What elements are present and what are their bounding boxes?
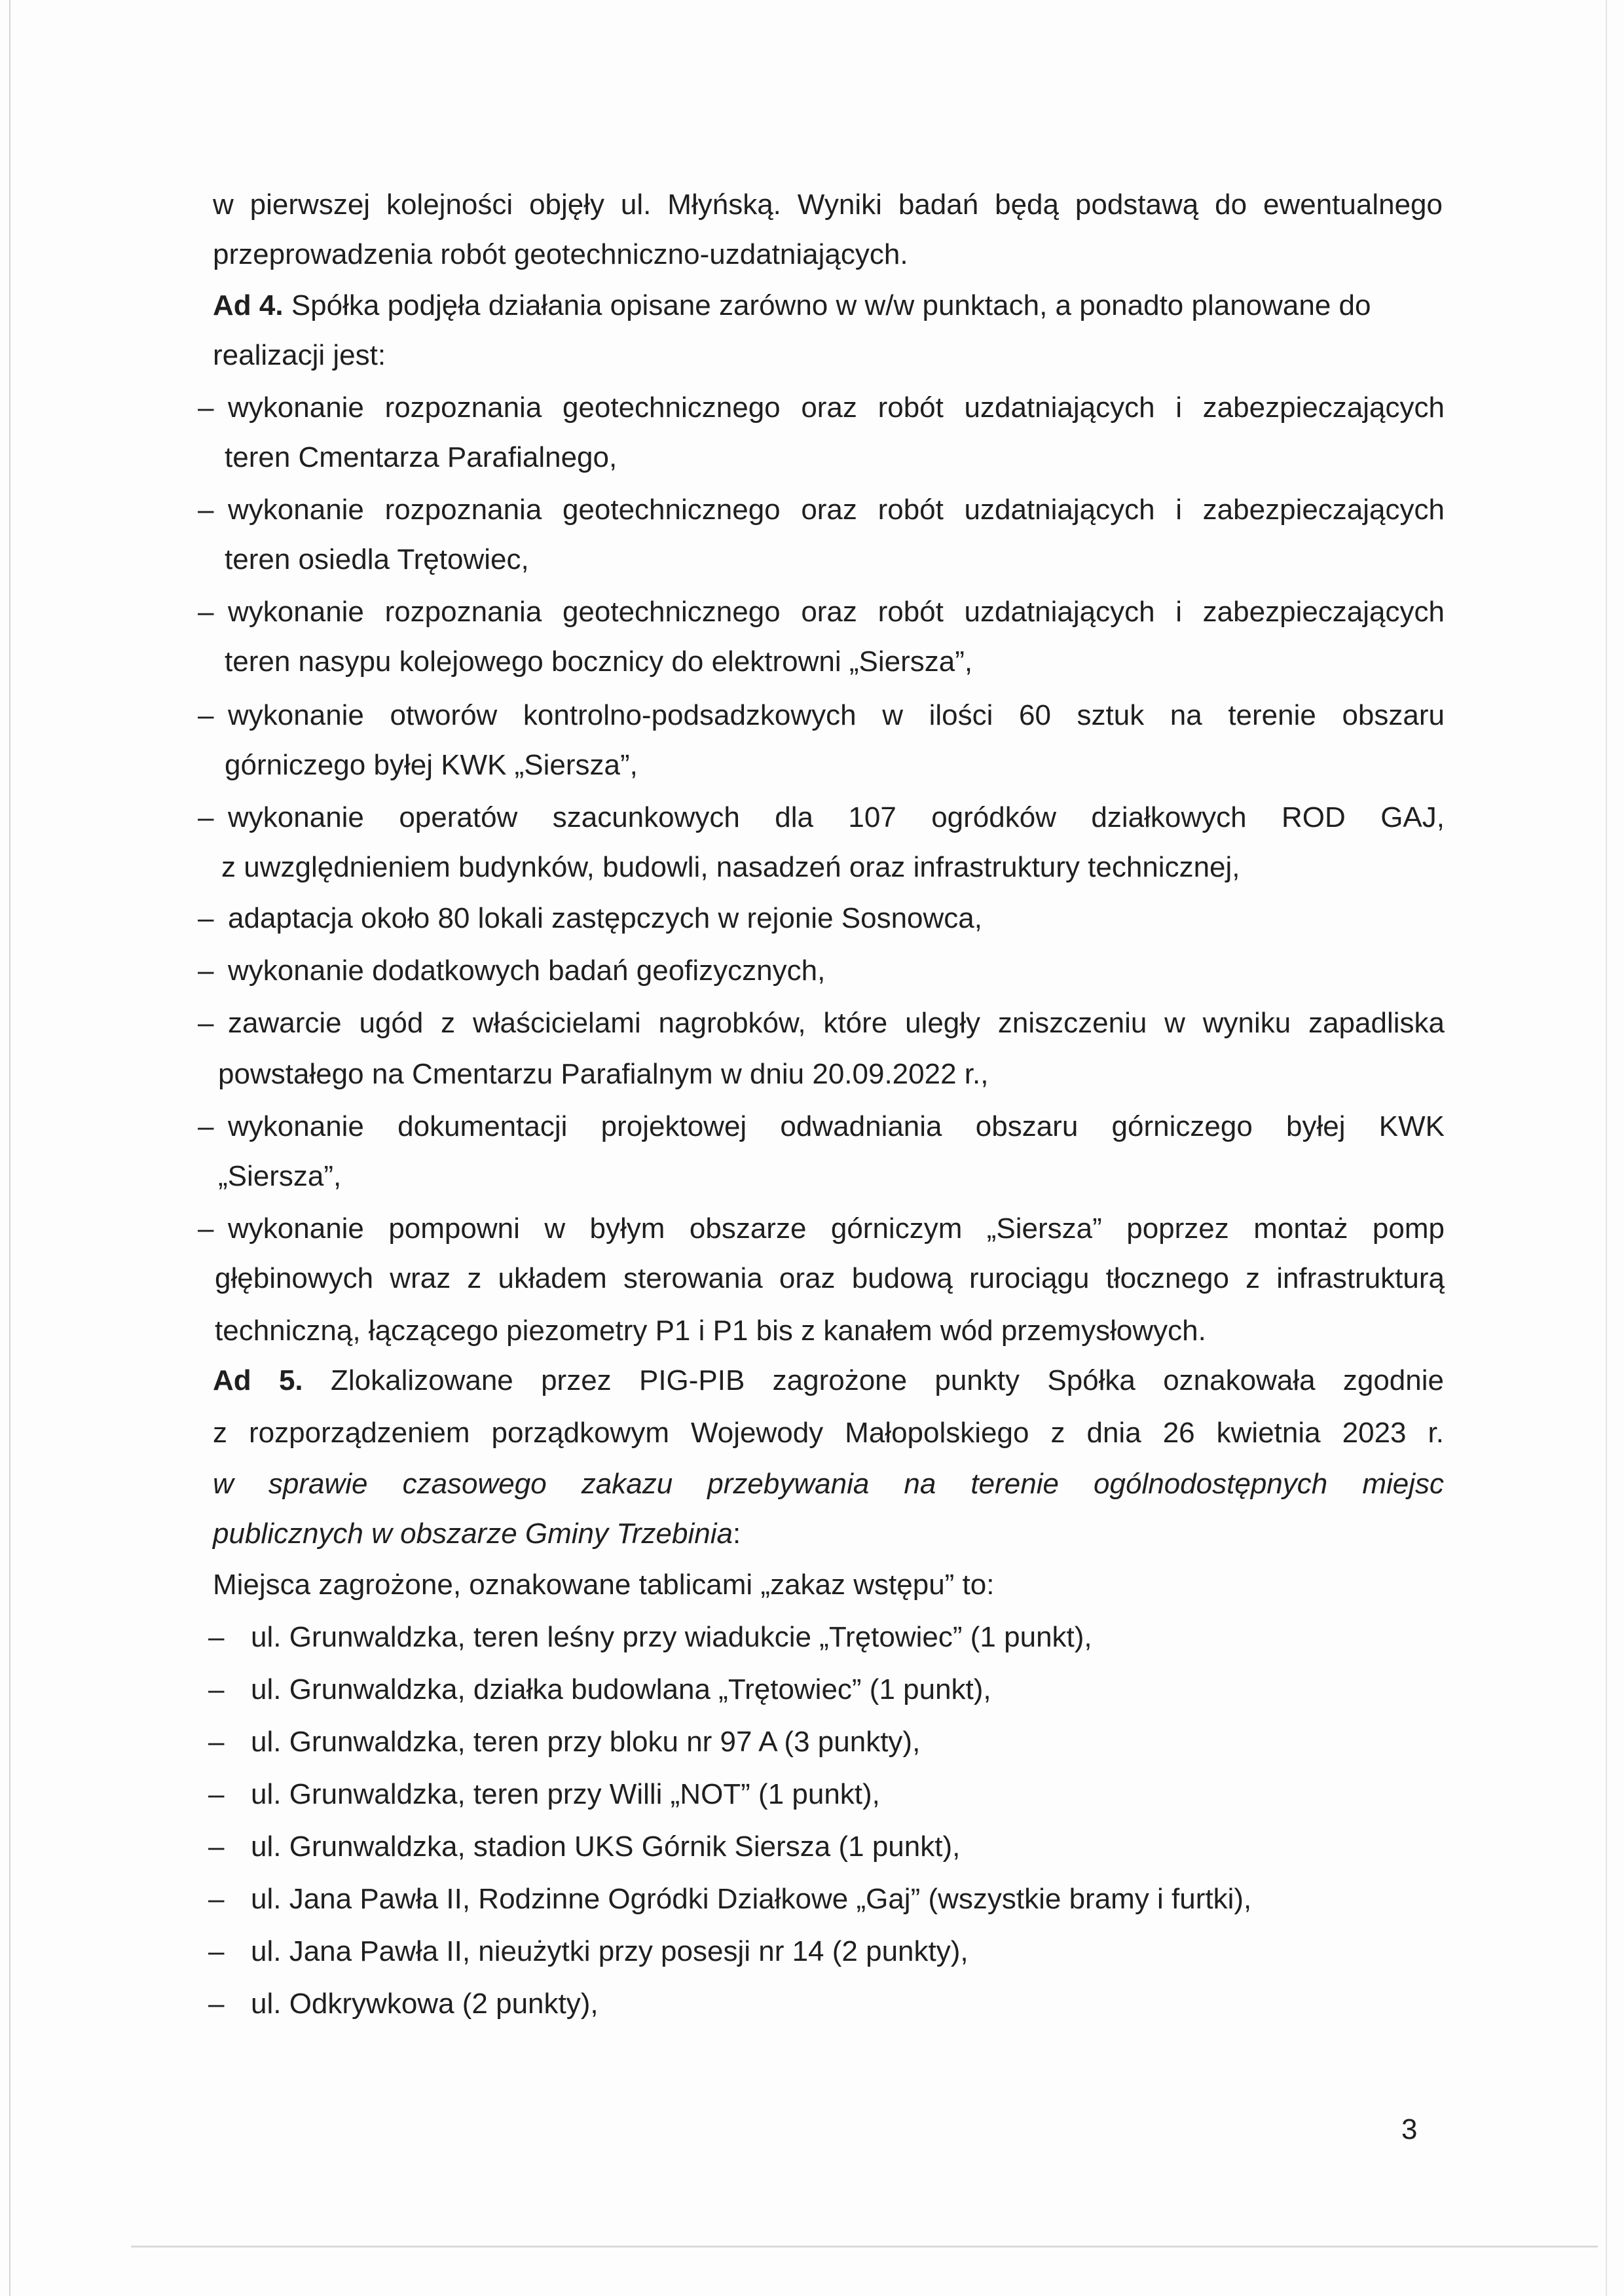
scan-edge-right <box>1606 0 1607 2296</box>
list-bullet: – <box>208 1935 225 1967</box>
list-bullet: – <box>208 1883 225 1915</box>
list-bullet: – <box>198 494 214 526</box>
place-item: ul. Odkrywkowa (2 punkty), <box>251 1988 599 2020</box>
list-item: adaptacja około 80 lokali zastępczych w rejonie Sosnowca, <box>228 902 982 934</box>
list-bullet: – <box>198 699 214 731</box>
list-item: wykonanie rozpoznania geotechnicznego oraz robót uzdatniających i zabezpieczających <box>228 494 1445 526</box>
body-text-line: z rozporządzeniem porządkowym Wojewody Małopolskiego z dnia 26 kwietnia 2023 r. <box>213 1417 1444 1449</box>
body-text-line: w pierwszej kolejności objęły ul. Młyńską. Wyniki badań będą podstawą do ewentualnego <box>213 189 1443 221</box>
list-bullet: – <box>208 1673 225 1705</box>
list-item-cont: powstałego na Cmentarzu Parafialnym w dniu 20.09.2022 r., <box>218 1058 989 1090</box>
list-bullet: – <box>208 1988 225 2020</box>
place-item: ul. Grunwaldzka, teren leśny przy wiadukcie „Trętowiec” (1 punkt), <box>251 1621 1092 1653</box>
list-item: zawarcie ugód z właścicielami nagrobków, które uległy zniszczeniu w wyniku zapadliska <box>228 1007 1445 1039</box>
scan-edge-left <box>9 0 10 2296</box>
list-item: wykonanie operatów szacunkowych dla 107 ogródków działkowych ROD GAJ, <box>228 801 1445 833</box>
list-item-cont: techniczną, łączącego piezometry P1 i P1 bis z kanałem wód przemysłowych. <box>215 1315 1206 1347</box>
list-item-cont: górniczego byłej KWK „Siersza”, <box>225 749 638 781</box>
place-item: ul. Jana Pawła II, Rodzinne Ogródki Działkowe „Gaj” (wszystkie bramy i furtki), <box>251 1883 1252 1915</box>
section-label: Ad 5. <box>213 1364 303 1396</box>
body-text-italic: publicznych w obszarze Gminy Trzebinia <box>213 1518 733 1550</box>
list-bullet: – <box>198 1212 214 1245</box>
list-bullet: – <box>198 392 214 424</box>
list-item-cont: teren osiedla Trętowiec, <box>225 543 529 575</box>
section-ad5 <box>213 1363 1444 1398</box>
place-item: ul. Jana Pawła II, nieużytki przy posesji nr 14 (2 punkty), <box>251 1935 969 1967</box>
place-item: ul. Grunwaldzka, teren przy bloku nr 97 A (3 punkty), <box>251 1726 921 1758</box>
body-text: Spółka podjęła działania opisane zarówno w w/w punktach, a ponadto planowane do <box>291 289 1371 321</box>
list-item: wykonanie rozpoznania geotechnicznego oraz robót uzdatniających i zabezpieczających <box>228 596 1445 628</box>
list-bullet: – <box>208 1778 225 1810</box>
list-item: wykonanie dodatkowych badań geofizycznych, <box>228 955 826 987</box>
list-bullet: – <box>208 1621 225 1653</box>
list-item: wykonanie rozpoznania geotechnicznego oraz robót uzdatniających i zabezpieczających <box>228 392 1445 424</box>
list-bullet: – <box>198 1007 214 1039</box>
list-item-cont: z uwzględnieniem budynków, budowli, nasadzeń oraz infrastruktury technicznej, <box>221 851 1240 883</box>
list-bullet: – <box>208 1831 225 1863</box>
list-item: wykonanie dokumentacji projektowej odwadniania obszaru górniczego byłej KWK <box>228 1110 1445 1142</box>
section-label: Ad 4. <box>213 289 284 321</box>
body-text-line-italic: w sprawie czasowego zakazu przebywania na terenie ogólnodostępnych miejsc <box>213 1468 1444 1500</box>
section-ad4 <box>213 288 1371 323</box>
body-text-line: przeprowadzenia robót geotechniczno-uzdatniających. <box>213 238 908 270</box>
list-bullet: – <box>208 1726 225 1758</box>
place-item: ul. Grunwaldzka, teren przy Willi „NOT” (1 punkt), <box>251 1778 880 1810</box>
body-text: : <box>732 1518 741 1550</box>
list-item-cont: głębinowych wraz z układem sterowania oraz budową rurociągu tłocznego z infrastrukturą <box>215 1262 1445 1294</box>
scan-edge-bottom <box>131 2246 1598 2248</box>
list-item-cont: teren Cmentarza Parafialnego, <box>225 441 618 473</box>
place-item: ul. Grunwaldzka, stadion UKS Górnik Siersza (1 punkt), <box>251 1831 961 1863</box>
list-bullet: – <box>198 1110 214 1142</box>
list-bullet: – <box>198 801 214 833</box>
list-item: wykonanie pompowni w byłym obszarze górniczym „Siersza” poprzez montaż pomp <box>228 1212 1445 1245</box>
list-bullet: – <box>198 902 214 934</box>
body-text-line <box>213 1516 741 1552</box>
list-item: wykonanie otworów kontrolno-podsadzkowych w ilości 60 sztuk na terenie obszaru <box>228 699 1445 731</box>
list-bullet: – <box>198 955 214 987</box>
body-text: Zlokalizowane przez PIG-PIB zagrożone punkty Spółka oznakowała zgodnie <box>330 1364 1444 1396</box>
body-text-line: realizacji jest: <box>213 339 386 371</box>
list-bullet: – <box>198 596 214 628</box>
places-intro: Miejsca zagrożone, oznakowane tablicami „zakaz wstępu” to: <box>213 1569 995 1601</box>
page-number: 3 <box>1401 2113 1418 2145</box>
list-item-cont: teren nasypu kolejowego bocznicy do elektrowni „Siersza”, <box>225 646 973 678</box>
place-item: ul. Grunwaldzka, działka budowlana „Trętowiec” (1 punkt), <box>251 1673 991 1705</box>
list-item-cont: „Siersza”, <box>218 1160 342 1192</box>
